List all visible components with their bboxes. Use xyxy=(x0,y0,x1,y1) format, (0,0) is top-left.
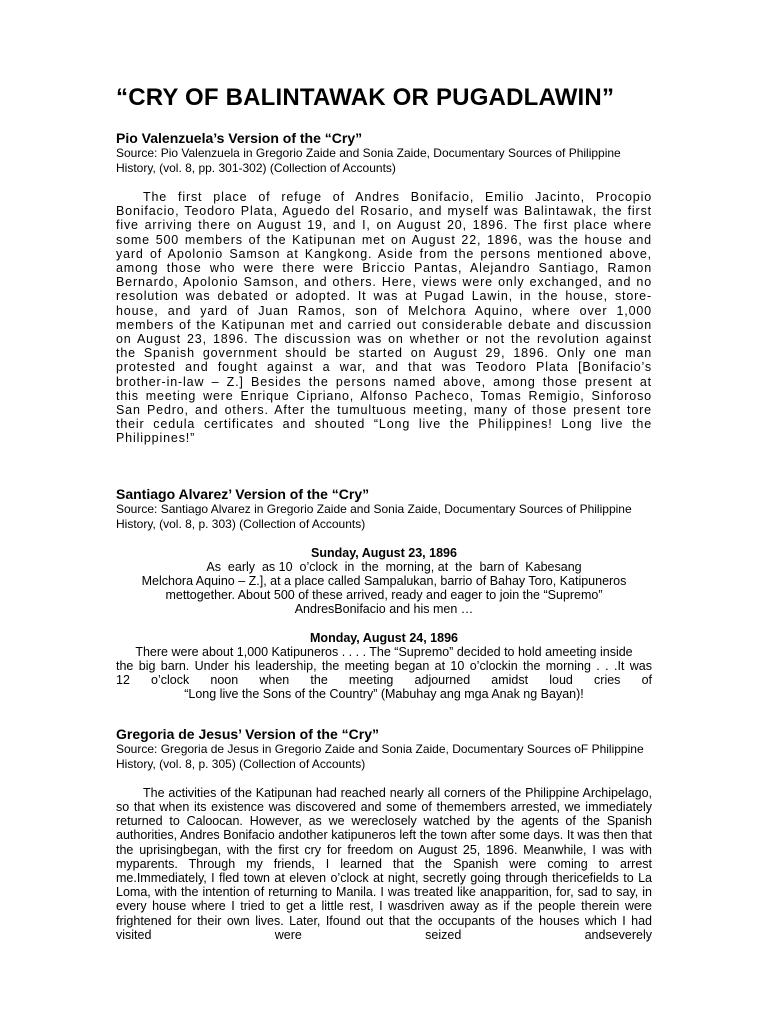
section-heading: Gregoria de Jesus’ Version of the “Cry” xyxy=(116,725,379,742)
section-source: Source: Pio Valenzuela in Gregorio Zaide and Sonia Zaide, Documentary Sources of Philippine History, (vol. 8, pp. 301-302) (Collection of Accounts) xyxy=(116,146,621,175)
section-body: The activities of the Katipunan had reached nearly all corners of the Philippine Archipelago, so that when its existence was discovered and some of themembers arrested, we immediately returned to Caloocan. However, as we wereclosely watched by the agents of the Spanish authorities, Andres Bonifacio andother katipuneros left the town after some days. It was then that the uprisingbegan, with the first cry for freedom on August 25, 1896. Meanwhile, I was with myparents. Through my friends, I learned that the Spanish were coming to arrest me.Immediately, I fled town at eleven o’clock at night, secretly going through thericefields to La Loma, with the intention of returning to Manila. I was treated like anapparition, for, sad to say, in every house where I tried to get a little rest, I wasdriven away as if the people therein were frightened for their own lives. Later, Ifound out that the occupants of the houses which I had visited were seized andseverely xyxy=(116,785,652,942)
section-alvarez xyxy=(116,486,652,702)
entry-line: Melchora Aquino – Z.], at a place called Sampalukan, barrio of Bahay Toro, Katipuneros xyxy=(141,574,627,589)
section-source: Source: Gregoria de Jesus in Gregorio Zaide and Sonia Zaide, Documentary Sources oF Philippine History, (vol. 8, p. 305) (Collection of Accounts) xyxy=(116,741,644,771)
entry-date: Sunday, August 23, 1896 xyxy=(311,545,457,560)
section-valenzuela xyxy=(116,130,652,446)
page-title: “CRY OF BALINTAWAK OR PUGADLAWIN” xyxy=(116,84,615,111)
diary-entry xyxy=(116,631,652,702)
entry-line: “Long live the Sons of the Country” (Mabuhay ang mga Anak ng Bayan)! xyxy=(184,687,584,702)
section-body: The first place of refuge of Andres Bonifacio, Emilio Jacinto, Procopio Bonifacio, Teodoro Plata, Aguedo del Rosario, and myself was Balintawak, the first five arriving there on August 19, and I, on August 20, 1896. The first place where some 500 members of the Katipunan met on August 22, 1896, was the house and yard of Apolonio Samson at Kangkong. Aside from the persons mentioned above, among those who were there were Briccio Pantas, Alejandro Santiago, Ramon Bernardo, Apolonio Samson, and others. Here, views were only exchanged, and no resolution was debated or adopted. It was at Pugad Lawin, in the house, store-house, and yard of Juan Ramos, son of Melchora Aquino, where over 1,000 members of the Katipunan met and carried out considerable debate and discussion on August 23, 1896. The discussion was on whether or not the revolution against the Spanish government should be started on August 29, 1896. Only one man protested and fought against a war, and that was Teodoro Plata [Bonifacio’s brother-in-law – Z.] Besides the persons named above, among those present at this meeting were Enrique Cipriano, Alfonso Pacheco, Tomas Remigio, Sinforoso San Pedro, and others. After the tumultuous meeting, many of those present tore their cedula certificates and shouted “Long live the Philippines! Long live the Philippines!” xyxy=(116,190,652,446)
section-heading: Santiago Alvarez’ Version of the “Cry” xyxy=(116,485,370,502)
section-source: Source: Santiago Alvarez in Gregorio Zaide and Sonia Zaide, Documentary Sources of Philippine History, (vol. 8, p. 303) (Collection of Accounts) xyxy=(116,501,632,531)
section-heading: Pio Valenzuela’s Version of the “Cry” xyxy=(116,130,363,146)
entry-line: As early as 10 o’clock in the morning, at the barn of Kabesang xyxy=(206,559,582,574)
entry-line: AndresBonifacio and his men … xyxy=(294,602,474,617)
entry-line: mettogether. About 500 of these arrived, ready and eager to join the “Supremo” xyxy=(165,588,603,603)
entry-date: Monday, August 24, 1896 xyxy=(310,630,458,645)
section-de-jesus xyxy=(116,726,652,942)
entry-line: the big barn. Under his leadership, the meeting began at 10 o’clockin the morning . . .It was xyxy=(116,659,652,674)
diary-entry xyxy=(116,546,652,617)
entry-line: 12 o’clock noon when the meeting adjourned amidst loud cries of xyxy=(116,673,652,688)
entry-line: There were about 1,000 Katipuneros . . . . The “Supremo” decided to hold ameeting inside xyxy=(135,644,633,659)
